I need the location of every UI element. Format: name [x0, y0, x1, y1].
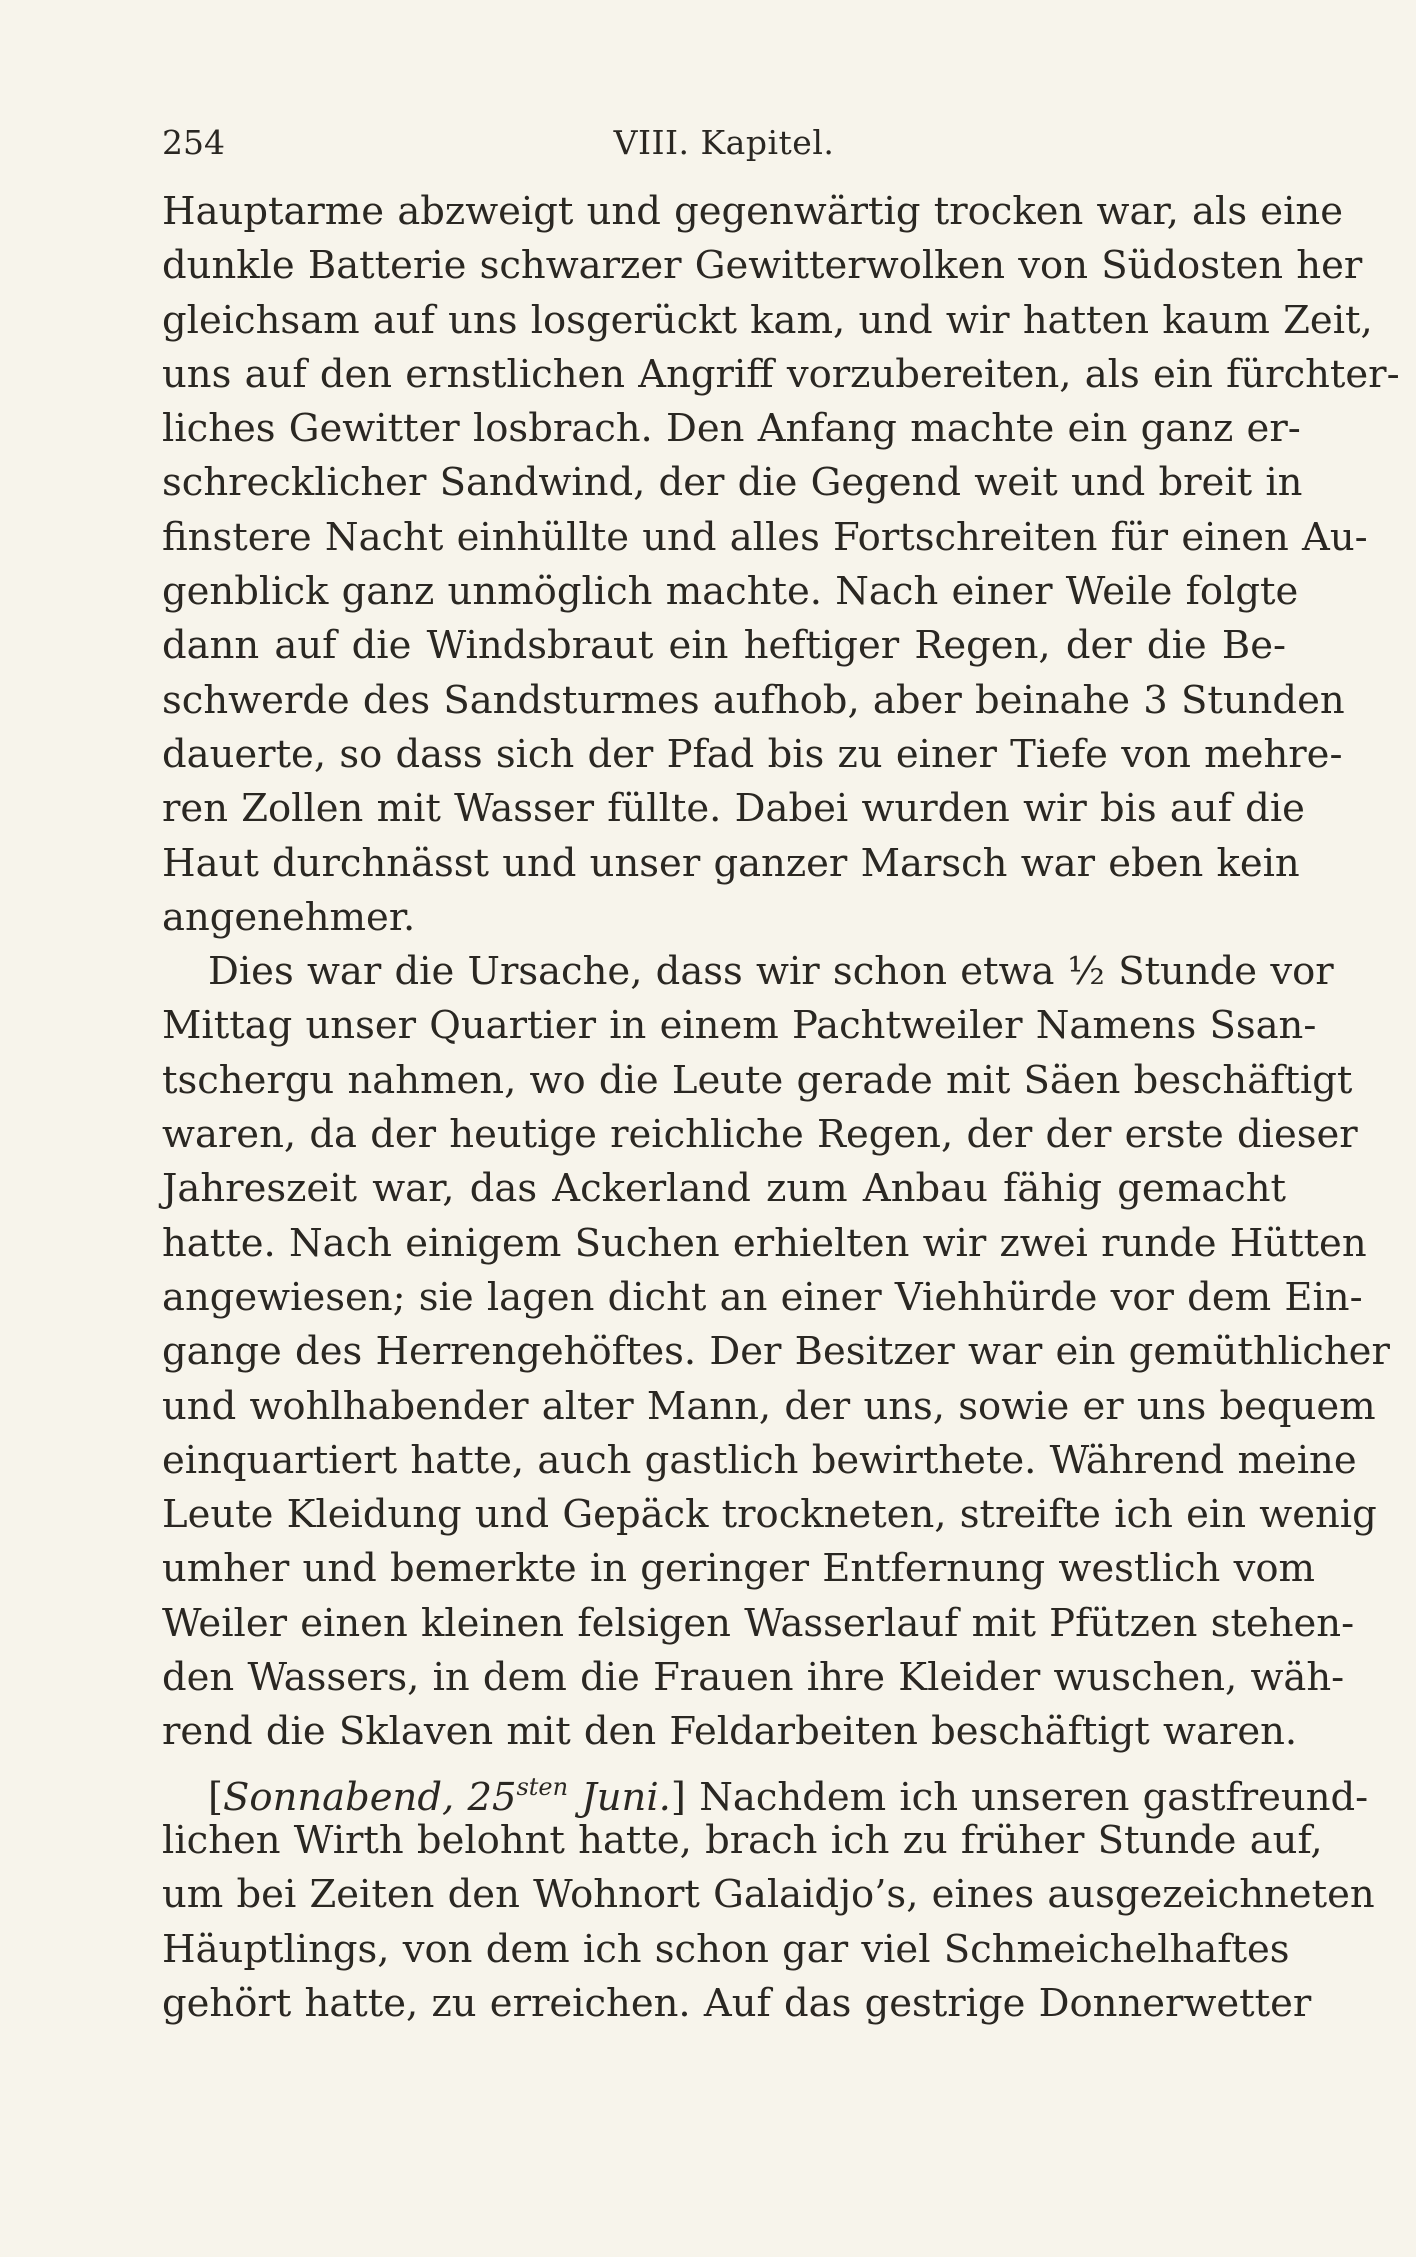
- text-line: Jahreszeit war, das Ackerland zum Anbau fähig gemacht: [162, 1166, 1286, 1212]
- first-line-rest: Nachdem ich unseren gastfreund-: [685, 1774, 1369, 1820]
- text-line: schrecklicher Sandwind, der die Gegend weit und breit in: [162, 460, 1303, 506]
- text-line: Häuptlings, von dem ich schon gar viel Schmeichelhaftes: [162, 1926, 1290, 1972]
- text-line: finstere Nacht einhüllte und alles Fortschreiten für einen Au-: [162, 514, 1368, 560]
- date-note-month: Juni.: [568, 1774, 671, 1820]
- date-bracket-close: ]: [670, 1774, 686, 1820]
- text-line: waren, da der heutige reichliche Regen, der der erste dieser: [162, 1112, 1358, 1158]
- page-number: 254: [162, 123, 225, 162]
- text-line: Mittag unser Quartier in einem Pachtweiler Namens Ssan-: [162, 1003, 1317, 1049]
- text-line: liches Gewitter losbrach. Den Anfang machte ein ganz er-: [162, 406, 1301, 452]
- text-line: genblick ganz unmöglich machte. Nach einer Weile folgte: [162, 569, 1299, 615]
- text-line: gehört hatte, zu erreichen. Auf das gestrige Donnerwetter: [162, 1980, 1312, 2026]
- text-line: dauerte, so dass sich der Pfad bis zu einer Tiefe von mehre-: [162, 731, 1343, 777]
- text-line: um bei Zeiten den Wohnort Galaidjo’s, eines ausgezeichneten: [162, 1872, 1375, 1918]
- text-line: tschergu nahmen, wo die Leute gerade mit Säen beschäftigt: [162, 1057, 1353, 1103]
- text-line: und wohlhabender alter Mann, der uns, sowie er uns bequem: [162, 1383, 1376, 1429]
- text-line: Hauptarme abzweigt und gegenwärtig trocken war, als eine: [162, 189, 1343, 234]
- text-line: Dies war die Ursache, dass wir schon etwa ½ Stunde vor: [208, 949, 1334, 995]
- date-bracket-open: [: [208, 1774, 224, 1820]
- text-line: ren Zollen mit Wasser füllte. Dabei wurden wir bis auf die: [162, 786, 1305, 832]
- text-line: hatte. Nach einigem Suchen erhielten wir zwei runde Hütten: [162, 1220, 1367, 1266]
- text-line: rend die Sklaven mit den Feldarbeiten beschäftigt waren.: [162, 1709, 1298, 1755]
- text-line: dunkle Batterie schwarzer Gewitterwolken von Südosten her: [162, 243, 1363, 289]
- text-line: Haut durchnässt und unser ganzer Marsch war eben kein: [162, 840, 1300, 886]
- date-note-superscript: sten: [516, 1772, 569, 1801]
- text-line: gleichsam auf uns losgerückt kam, und wir hatten kaum Zeit,: [162, 297, 1373, 343]
- text-line: einquartiert hatte, auch gastlich bewirthete. Während meine: [162, 1437, 1357, 1483]
- text-line: uns auf den ernstlichen Angriff vorzubereiten, als ein fürchter-: [162, 351, 1400, 397]
- running-title: VIII. Kapitel.: [613, 123, 835, 162]
- text-line: Weiler einen kleinen felsigen Wasserlauf mit Pfützen stehen-: [162, 1600, 1355, 1646]
- text-line: angenehmer.: [162, 894, 416, 940]
- text-line: dann auf die Windsbraut ein heftiger Regen, der die Be-: [162, 623, 1286, 669]
- body-text: [162, 185, 1400, 2031]
- text-line: umher und bemerkte in geringer Entfernung westlich vom: [162, 1546, 1316, 1592]
- text-line: Leute Kleidung und Gepäck trockneten, streifte ich ein wenig: [162, 1492, 1377, 1538]
- text-line-with-date: [162, 1760, 1369, 1820]
- text-line: den Wassers, in dem die Frauen ihre Kleider wuschen, wäh-: [162, 1655, 1345, 1701]
- date-note-day: Sonnabend, 25: [223, 1774, 517, 1820]
- page-header: [162, 118, 1286, 168]
- text-line: angewiesen; sie lagen dicht an einer Viehhürde vor dem Ein-: [162, 1274, 1363, 1320]
- text-line: lichen Wirth belohnt hatte, brach ich zu früher Stunde auf,: [162, 1817, 1323, 1863]
- text-line: schwerde des Sandsturmes aufhob, aber beinahe 3 Stunden: [162, 677, 1345, 723]
- text-line: gange des Herrengehöftes. Der Besitzer war ein gemüthlicher: [162, 1329, 1390, 1375]
